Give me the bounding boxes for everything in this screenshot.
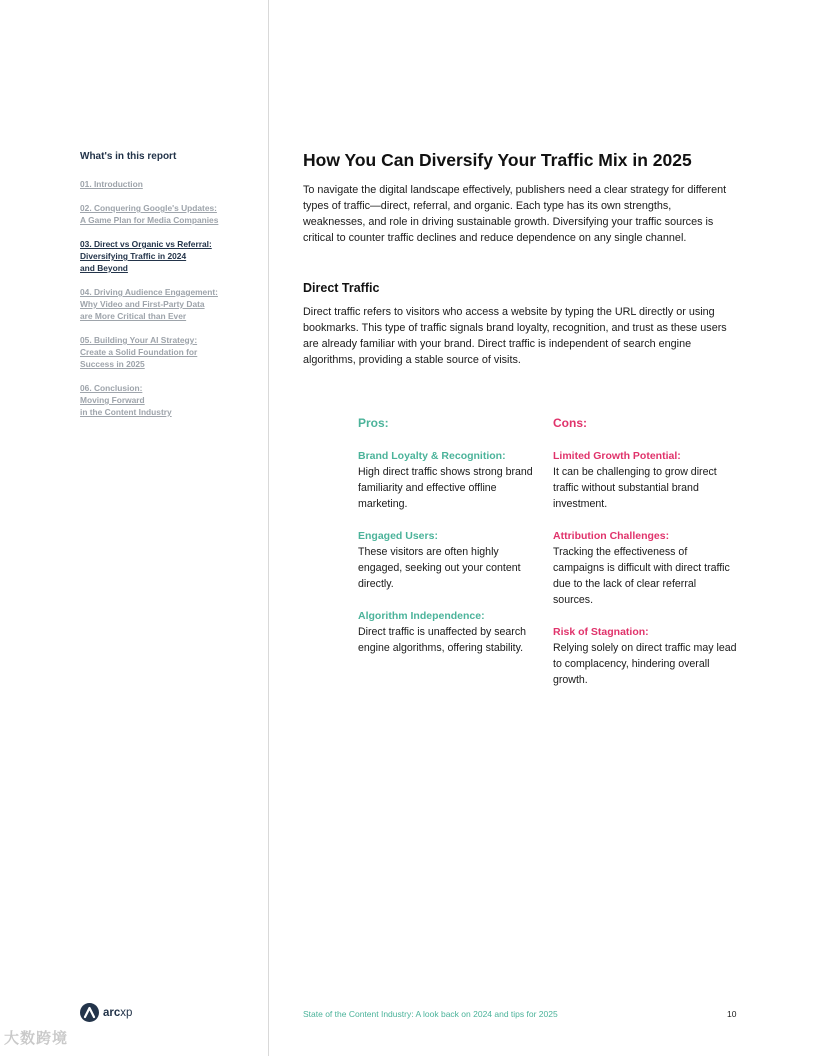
pros-heading: Pros:	[358, 416, 389, 430]
pros-item	[358, 608, 543, 656]
page-title: How You Can Diversify Your Traffic Mix in 2025	[303, 150, 692, 170]
cons-item-text: It can be challenging to grow direct traffic without substantial brand investment.	[553, 466, 717, 510]
pros-item-title: Engaged Users:	[358, 530, 438, 542]
table-of-contents	[80, 151, 250, 430]
footer-caption: State of the Content Industry: A look back on 2024 and tips for 2025	[303, 1009, 558, 1019]
pros-item-text: Direct traffic is unaffected by search engine algorithms, offering stability.	[358, 626, 527, 654]
toc-item-audience-engagement[interactable]: 04. Driving Audience Engagement: Why Video and First-Party Data are More Critical than Ever	[80, 287, 218, 321]
cons-item-text: Tracking the effectiveness of campaigns is difficult with direct traffic due to the lack of clear referral sources.	[553, 546, 730, 606]
section-title: Direct Traffic	[303, 281, 380, 295]
cons-item	[553, 624, 738, 688]
intro-paragraph: To navigate the digital landscape effectively, publishers need a clear strategy for different types of traffic—direct, referral, and organic. Each type has its own strengths, weaknesses, and role in driving sustainable growth. Diversifying your traffic sources is critical to counter traffic declines and reduce dependence on any single channel.	[303, 184, 727, 244]
logo-wordmark	[103, 1007, 132, 1019]
cons-item	[553, 448, 738, 512]
section-paragraph: Direct traffic refers to visitors who access a website by typing the URL directly or using bookmarks. This type of traffic signals brand loyalty, recognition, and trust as these users are already familiar with your brand. Direct traffic is independent of search engine algorithms, providing a stable source of visits.	[303, 306, 727, 366]
pros-column	[358, 414, 543, 672]
pros-item-text: These visitors are often highly engaged, seeking out your content directly.	[358, 546, 521, 590]
toc-item-conclusion[interactable]: 06. Conclusion: Moving Forward in the Content Industry	[80, 383, 172, 417]
pros-item-title: Brand Loyalty & Recognition:	[358, 450, 506, 462]
cons-item-title: Attribution Challenges:	[553, 530, 670, 542]
sidebar-divider	[268, 0, 269, 1056]
toc-heading: What's in this report	[80, 151, 177, 162]
cons-column	[553, 414, 738, 704]
watermark: 大数跨境	[4, 1030, 69, 1047]
page-number: 10	[727, 1009, 737, 1019]
toc-item-traffic-diversification[interactable]: 03. Direct vs Organic vs Referral: Diversifying Traffic in 2024 and Beyond	[80, 239, 212, 273]
pros-item-title: Algorithm Independence:	[358, 610, 485, 622]
pros-item	[358, 528, 543, 592]
pros-item	[358, 448, 543, 512]
logo-wordmark-strong: arc	[103, 1006, 121, 1019]
toc-item-google-updates[interactable]: 02. Conquering Google's Updates: A Game Plan for Media Companies	[80, 203, 219, 225]
logo-wordmark-rest: xp	[120, 1006, 133, 1019]
cons-item-title: Risk of Stagnation:	[553, 626, 649, 638]
cons-item	[553, 528, 738, 608]
arcxp-logo	[80, 1003, 132, 1022]
toc-item-introduction[interactable]: 01. Introduction	[80, 179, 143, 189]
cons-item-title: Limited Growth Potential:	[553, 450, 681, 462]
main-content	[303, 148, 733, 368]
cons-item-text: Relying solely on direct traffic may lead to complacency, hindering overall growth.	[553, 642, 737, 686]
cons-heading: Cons:	[553, 416, 587, 430]
toc-item-ai-strategy[interactable]: 05. Building Your AI Strategy: Create a Solid Foundation for Success in 2025	[80, 335, 198, 369]
arcxp-logo-icon	[80, 1003, 99, 1022]
pros-item-text: High direct traffic shows strong brand familiarity and effective offline marketing.	[358, 466, 533, 510]
